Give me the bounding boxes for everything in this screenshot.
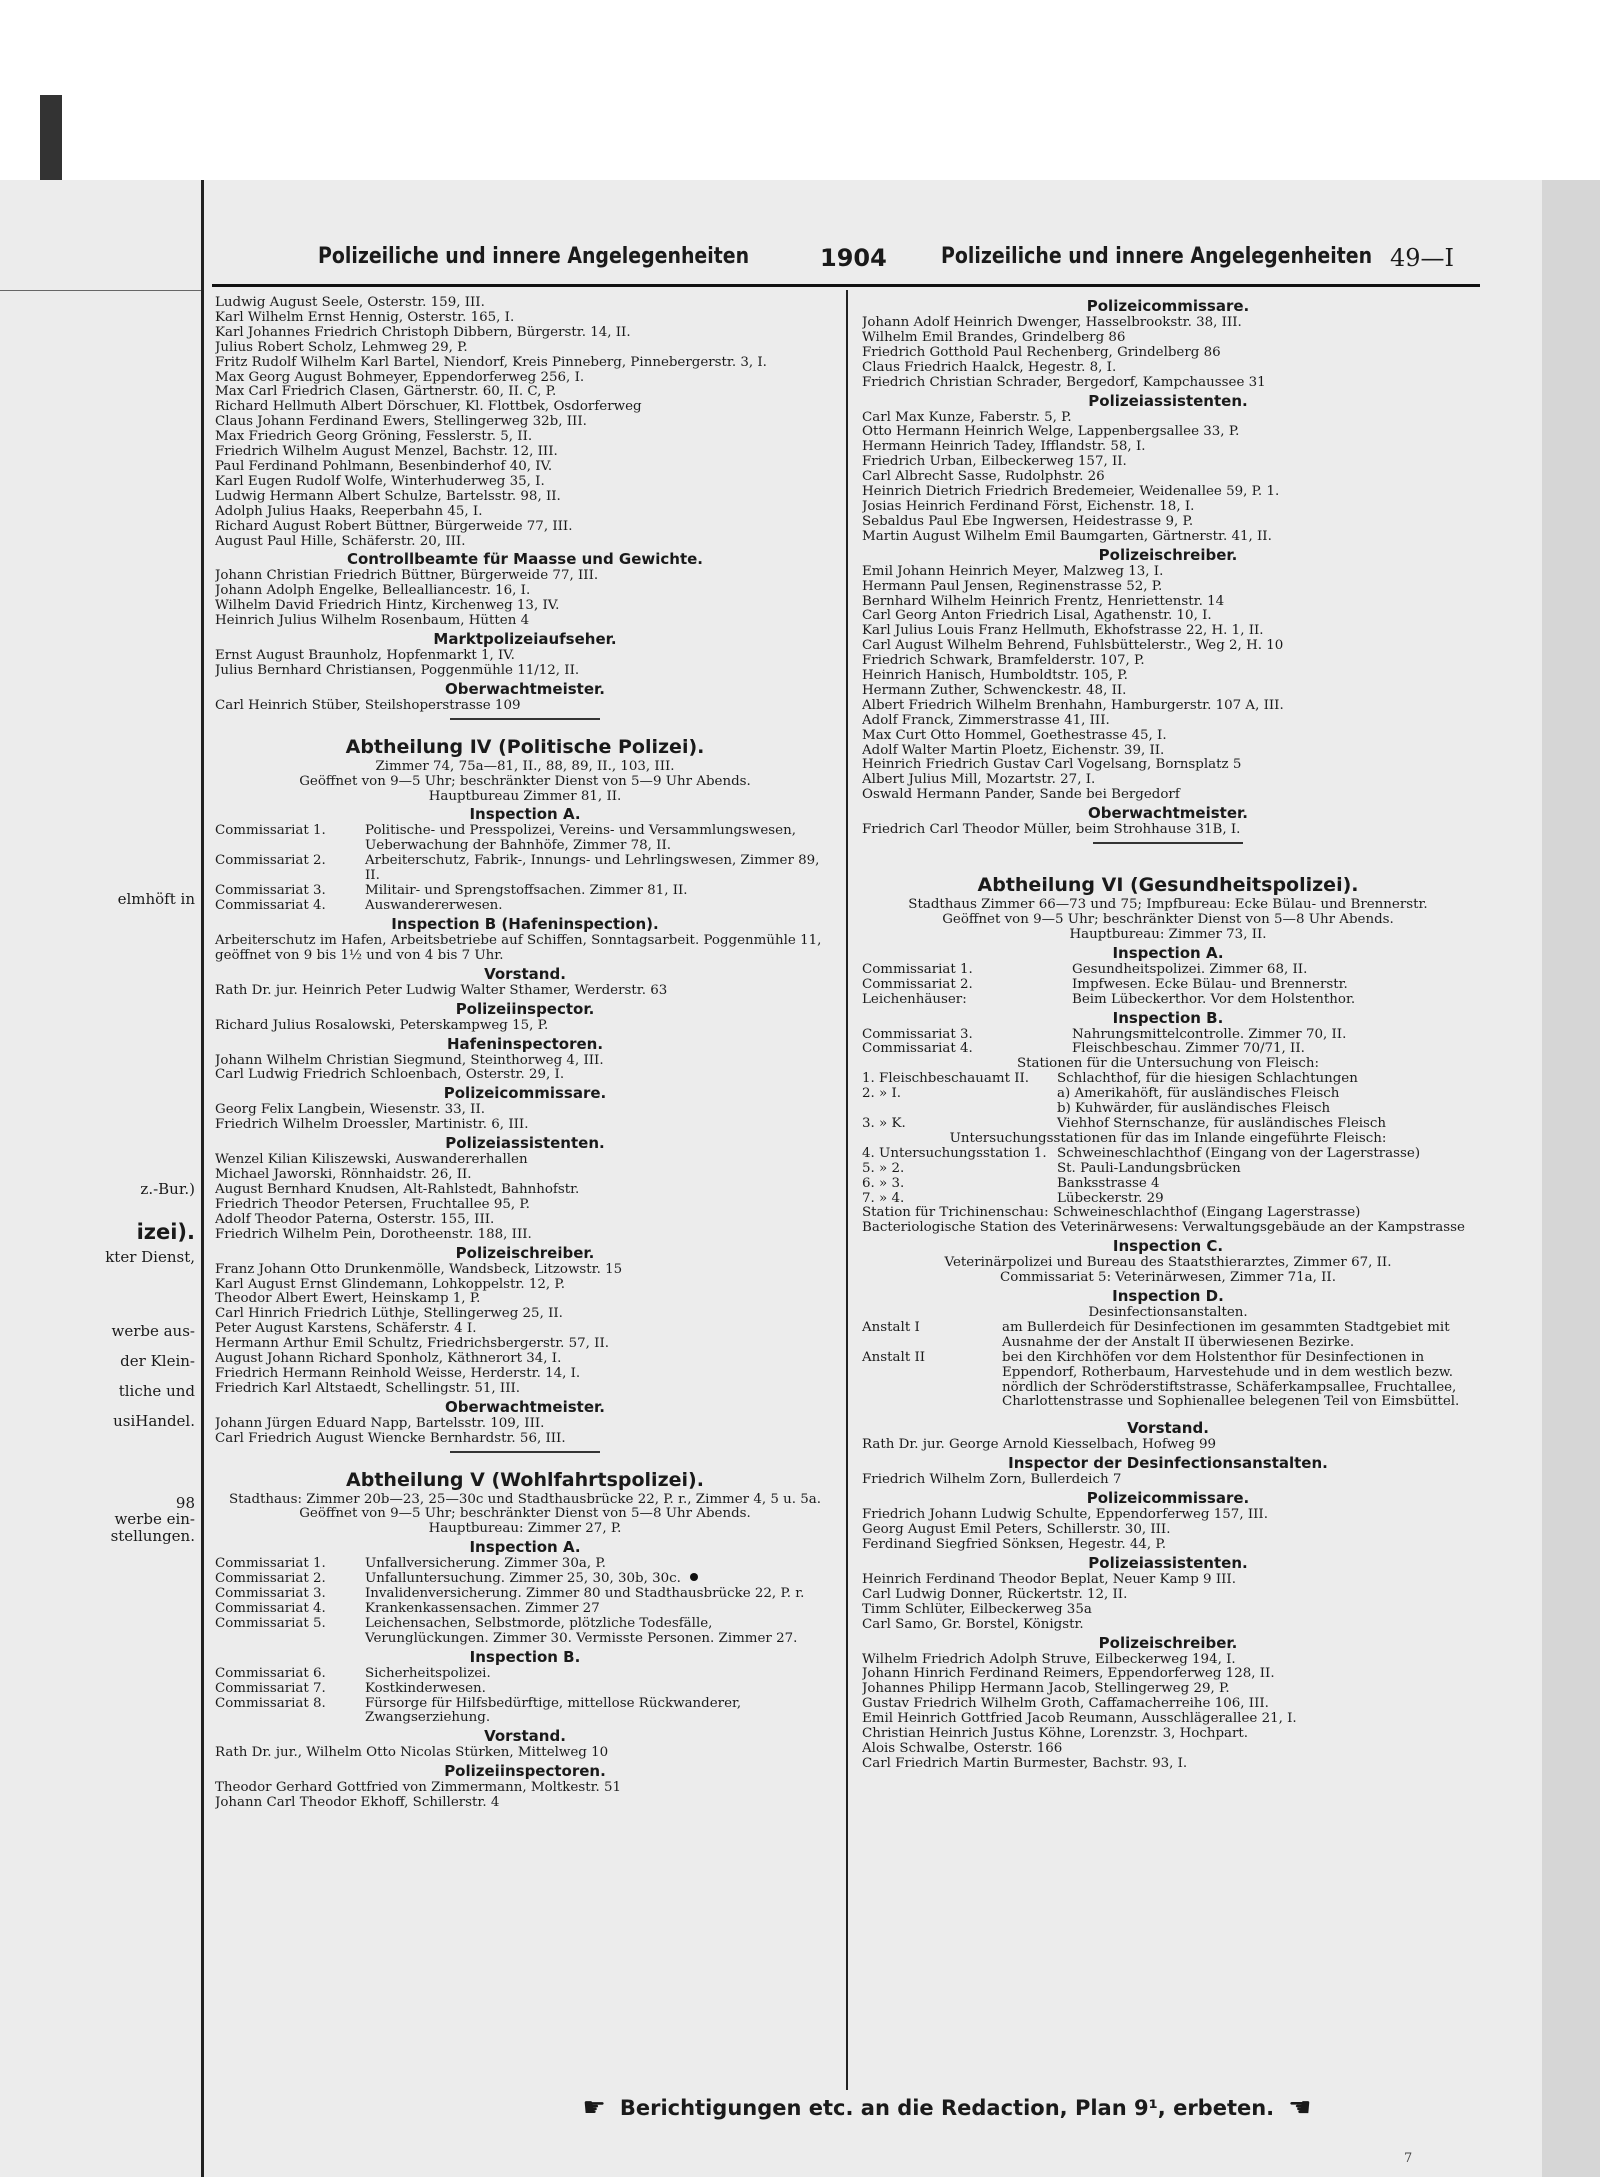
- footer-notice: [472, 2091, 1422, 2125]
- section-heading: Inspection C.: [1112, 1237, 1224, 1256]
- row-label: 3. » K.: [862, 1115, 906, 1131]
- officer-entry: Ernst August Braunholz, Hopfenmarkt 1, IV.: [215, 649, 515, 664]
- commissariat-row: [215, 884, 835, 899]
- row-text: Auswandererwesen.: [365, 898, 503, 913]
- officer-entry: Fritz Rudolf Wilhelm Karl Bartel, Niendorf, Kreis Pinneberg, Pinnebergerstr. 3, I.: [215, 355, 767, 370]
- section-heading: Vorstand.: [1127, 1419, 1209, 1438]
- commissariat-row: [862, 1028, 1474, 1043]
- row-label: Commissariat 1.: [215, 823, 326, 839]
- section-heading: Polizeischreiber.: [1098, 545, 1238, 564]
- officer-entry: Ferdinand Siegfried Sönksen, Hegestr. 44, P.: [862, 1538, 1166, 1552]
- header-rule: [212, 284, 1480, 287]
- row-text: Impfwesen. Ecke Bülau- und Brennerstr.: [1072, 976, 1348, 992]
- running-header: [300, 244, 1478, 280]
- row-label: Commissariat 4.: [215, 898, 326, 913]
- department-rooms: Zimmer 74, 75a—81, II., 88, 89, II., 103, III.: [375, 758, 675, 774]
- left-fragment-text: kter Dienst,: [105, 1248, 195, 1266]
- officer-entry: Peter August Karstens, Schäferstr. 4 I.: [215, 1322, 477, 1337]
- officer-entry: Claus Friedrich Haalck, Hegestr. 8, I.: [862, 360, 1117, 375]
- station-row: [862, 1162, 1474, 1177]
- row-label: Commissariat 2.: [215, 853, 326, 869]
- officer-entry: Carl Ludwig Donner, Rückertstr. 12, II.: [862, 1587, 1128, 1602]
- officer-entry: Otto Hermann Heinrich Welge, Lappenbergsallee 33, P.: [862, 425, 1240, 440]
- right-column: [862, 296, 1474, 1772]
- row-label: [862, 1102, 1057, 1117]
- header-left-title: Polizeiliche und innere Angelegenheiten: [318, 244, 750, 269]
- left-fragment-text: werbe ein-: [114, 1510, 195, 1528]
- left-page-fragment: [0, 180, 204, 2177]
- officer-entry: Johann Hinrich Ferdinand Reimers, Eppendorferweg 128, II.: [862, 1667, 1275, 1682]
- spacer: [862, 1410, 1474, 1418]
- commissariat-row: [862, 993, 1474, 1008]
- row-label: Commissariat 7.: [215, 1680, 326, 1696]
- officer-entry: Friedrich Gotthold Paul Rechenberg, Grindelberg 86: [862, 345, 1221, 360]
- officer-entry: Richard Julius Rosalowski, Peterskampweg 15, P.: [215, 1018, 549, 1033]
- page-right-edge: [1542, 180, 1600, 2177]
- officer-entry: Wilhelm Friedrich Adolph Struve, Eilbeckerweg 194, I.: [862, 1652, 1236, 1667]
- officer-entry: Oswald Hermann Pander, Sande bei Bergedorf: [862, 788, 1180, 803]
- inspection-line: Veterinärpolizei und Bureau des Staatsthierarztes, Zimmer 67, II.: [944, 1255, 1392, 1271]
- station-row: [862, 1087, 1474, 1102]
- row-label: Commissariat 5.: [215, 1615, 326, 1631]
- officer-entry: Carl Samo, Gr. Borstel, Königstr.: [862, 1617, 1084, 1632]
- officer-entry: Johann Jürgen Eduard Napp, Bartelsstr. 109, III.: [215, 1416, 545, 1431]
- officer-entry: Johann Adolf Heinrich Dwenger, Hasselbrookstr. 38, III.: [862, 316, 1242, 330]
- row-text: Militair- und Sprengstoffsachen. Zimmer 81, II.: [365, 883, 688, 899]
- officer-entry: Carl Max Kunze, Faberstr. 5, P.: [862, 410, 1072, 425]
- officer-entry: Ludwig Hermann Albert Schulze, Bartelsstr. 98, II.: [215, 489, 561, 504]
- station-row: [862, 1102, 1474, 1117]
- row-text: Beim Lübeckerthor. Vor dem Holstenthor.: [1072, 991, 1356, 1007]
- officer-entry: August Johann Richard Sponholz, Käthnerort 34, I.: [215, 1352, 562, 1367]
- officer-entry: Carl August Wilhelm Behrend, Fuhlsbüttelerstr., Weg 2, H. 10: [862, 639, 1284, 654]
- section-heading: Marktpolizeiaufseher.: [433, 630, 617, 649]
- section-heading: Polizeicommissare.: [443, 1084, 607, 1103]
- column-divider: [846, 290, 848, 2090]
- officer-entry: Carl Ludwig Friedrich Schloenbach, Osterstr. 29, I.: [215, 1068, 565, 1083]
- officer-entry: Rath Dr. jur. Heinrich Peter Ludwig Walter Sthamer, Werderstr. 63: [215, 983, 668, 998]
- commissariat-row: [215, 1682, 835, 1697]
- officer-entry: Carl Hinrich Friedrich Lüthje, Stellingerweg 25, II.: [215, 1307, 563, 1322]
- section-heading: Vorstand.: [484, 964, 566, 983]
- department-bureau: Hauptbureau Zimmer 81, II.: [428, 788, 622, 804]
- officer-entry: Martin August Wilhelm Emil Baumgarten, Gärtnerstr. 41, II.: [862, 529, 1272, 544]
- row-text: Lübeckerstr. 29: [1057, 1190, 1164, 1206]
- spacer: [862, 850, 1474, 858]
- officer-entry: Friedrich Carl Theodor Müller, beim Strohhause 31B, I.: [862, 823, 1241, 838]
- row-label: Commissariat 1.: [215, 1556, 326, 1572]
- row-text: Krankenkassensachen. Zimmer 27: [365, 1601, 600, 1616]
- inspection-text: Arbeiterschutz im Hafen, Arbeitsbetriebe auf Schiffen, Sonntagsarbeit. Poggenmühle 11, geöffnet von 9 bis 1½ und von 4 bis 7 Uhr.: [215, 932, 822, 963]
- row-label: Commissariat 3.: [215, 883, 326, 899]
- commissariat-row: [215, 1557, 835, 1572]
- department-hours: Geöffnet von 9—5 Uhr; beschränkter Dienst von 5—9 Uhr Abends.: [299, 773, 751, 789]
- officer-entry: Georg Felix Langbein, Wiesenstr. 33, II.: [215, 1103, 485, 1118]
- row-label: 4. Untersuchungsstation 1.: [862, 1145, 1047, 1161]
- commissariat-row: [215, 1572, 835, 1587]
- officer-entry: Richard August Robert Büttner, Bürgerweide 77, III.: [215, 519, 573, 534]
- page-mark: 7: [1404, 2151, 1413, 2166]
- station-text: Station für Trichinenschau: Schweineschlachthof (Eingang Lagerstrasse): [862, 1206, 1361, 1221]
- officer-entry: Georg August Emil Peters, Schillerstr. 30, III.: [862, 1523, 1171, 1538]
- department-hours: Geöffnet von 9—5 Uhr; beschränkter Dienst von 5—8 Uhr Abends.: [299, 1506, 751, 1522]
- left-fragment-text: 98: [175, 1494, 195, 1512]
- officer-entry: Friedrich Wilhelm August Menzel, Bachstr. 12, III.: [215, 445, 558, 460]
- row-label: 5. » 2.: [862, 1160, 905, 1176]
- officer-entry: Alois Schwalbe, Osterstr. 166: [862, 1741, 1063, 1756]
- commissariat-row: [215, 1587, 835, 1602]
- commissariat-row: [215, 854, 835, 884]
- officer-entry: Julius Robert Scholz, Lehmweg 29, P.: [215, 340, 468, 355]
- left-column: [215, 296, 835, 1811]
- row-text: Invalidenversicherung. Zimmer 80 und Stadthausbrücke 22, P. r.: [365, 1586, 805, 1602]
- row-text: am Bullerdeich für Desinfectionen im gesammten Stadtgebiet mit Ausnahme der der Anstalt II überwiesenen Bezirke.: [1002, 1319, 1450, 1350]
- ink-dot: [690, 1573, 698, 1581]
- officer-entry: Hermann Heinrich Tadey, Ifflandstr. 58, I.: [862, 440, 1146, 455]
- section-heading: Inspection D.: [1112, 1287, 1224, 1306]
- officer-entry: Heinrich Ferdinand Theodor Beplat, Neuer Kamp 9 III.: [862, 1572, 1236, 1587]
- section-heading: Polizeiinspectoren.: [444, 1762, 606, 1781]
- department-heading: Abtheilung IV (Politische Polizei).: [345, 735, 705, 758]
- row-label: Anstalt I: [862, 1319, 920, 1335]
- officer-entry: Rath Dr. jur. George Arnold Kiesselbach, Hofweg 99: [862, 1438, 1217, 1453]
- row-label: Commissariat 2.: [862, 976, 973, 992]
- officer-entry: Karl Eugen Rudolf Wolfe, Winterhuderweg 35, I.: [215, 474, 545, 489]
- officer-entry: Friedrich Wilhelm Droessler, Martinistr. 6, III.: [215, 1118, 529, 1133]
- commissariat-row: [215, 824, 835, 854]
- section-heading: Oberwachtmeister.: [445, 679, 605, 698]
- row-text: Nahrungsmittelcontrolle. Zimmer 70, II.: [1072, 1026, 1347, 1042]
- page-top-margin: [204, 95, 1600, 180]
- officer-entry: August Paul Hille, Schäferstr. 20, III.: [215, 534, 466, 549]
- department-hours: Geöffnet von 9—5 Uhr; beschränkter Dienst von 5—8 Uhr Abends.: [942, 912, 1394, 927]
- officer-entry: Hermann Arthur Emil Schultz, Friedrichsbergerstr. 57, II.: [215, 1337, 610, 1352]
- section-rule: [450, 718, 600, 720]
- department-heading: Abtheilung VI (Gesundheitspolizei).: [977, 874, 1359, 897]
- commissariat-row: [862, 963, 1474, 978]
- anstalt-row: [862, 1321, 1474, 1351]
- station-row: [862, 1177, 1474, 1192]
- station-text: Bacteriologische Station des Veterinärwesens: Verwaltungsgebäude an der Kampstrasse: [862, 1220, 1465, 1236]
- officer-entry: Karl August Ernst Glindemann, Lohkoppelstr. 12, P.: [215, 1277, 565, 1292]
- left-fragment-text: z.-Bur.): [140, 1180, 195, 1198]
- header-year: 1904: [820, 244, 887, 272]
- officer-entry: Max Carl Friedrich Clasen, Gärtnerstr. 60, II. C, P.: [215, 385, 557, 400]
- officer-entry: Adolf Theodor Paterna, Osterstr. 155, III.: [215, 1212, 495, 1227]
- row-label: Commissariat 2.: [215, 1571, 326, 1587]
- section-heading: Polizeischreiber.: [1098, 1633, 1238, 1652]
- department-bureau: Hauptbureau: Zimmer 73, II.: [1069, 926, 1267, 942]
- row-text: Schweineschlachthof (Eingang von der Lagerstrasse): [1057, 1145, 1421, 1161]
- officer-entry: Heinrich Julius Wilhelm Rosenbaum, Hütten 4: [215, 614, 530, 629]
- officer-entry: Johannes Philipp Hermann Jacob, Stellingerweg 29, P.: [862, 1682, 1230, 1697]
- row-text: bei den Kirchhöfen vor dem Holstenthor für Desinfectionen in Eppendorf, Rotherbaum, Harvestehude und in dem westlich bezw. nördlich der Schröderstiftstrasse, Schäferkampsallee, Fruchtallee, Charlottenstrasse und Sophienallee belegenen Teil von Eimsbüttel.: [1002, 1349, 1460, 1410]
- officer-entry: Timm Schlüter, Eilbeckerweg 35a: [862, 1602, 1092, 1617]
- officer-entry: Max Georg August Bohmeyer, Eppendorferweg 256, I.: [215, 370, 585, 385]
- officer-entry: Johann Wilhelm Christian Siegmund, Steinthorweg 4, III.: [215, 1053, 604, 1068]
- row-label: Commissariat 6.: [215, 1665, 326, 1681]
- section-heading: Polizeicommissare.: [1086, 1489, 1250, 1508]
- officer-entry: Carl Albrecht Sasse, Rudolphstr. 26: [862, 470, 1105, 485]
- commissariat-row: [215, 1617, 835, 1647]
- subsection-heading: Stationen für die Untersuchung von Fleisch:: [1016, 1056, 1320, 1072]
- station-row: [862, 1117, 1474, 1132]
- section-heading: Oberwachtmeister.: [1088, 804, 1248, 823]
- row-label: 7. » 4.: [862, 1190, 905, 1206]
- officer-entry: Paul Ferdinand Pohlmann, Besenbinderhof 40, IV.: [215, 459, 553, 474]
- officer-entry: Albert Julius Mill, Mozartstr. 27, I.: [862, 773, 1096, 788]
- subsection-heading: Desinfectionsanstalten.: [1088, 1305, 1248, 1321]
- department-heading: Abtheilung V (Wohlfahrtspolizei).: [346, 1468, 704, 1491]
- officer-entry: Heinrich Dietrich Friedrich Bredemeier, Weidenallee 59, P. 1.: [862, 485, 1280, 500]
- officer-entry: Christian Heinrich Justus Köhne, Lorenzstr. 3, Hochpart.: [862, 1727, 1249, 1742]
- row-label: Commissariat 4.: [862, 1041, 973, 1057]
- header-right-title: Polizeiliche und innere Angelegenheiten: [941, 244, 1373, 269]
- left-fragment-text: der Klein-: [120, 1352, 195, 1370]
- row-text: Unfallversicherung. Zimmer 30a, P.: [365, 1556, 606, 1572]
- section-heading: Inspection B.: [469, 1647, 581, 1666]
- department-rooms: Stadthaus: Zimmer 20b—23, 25—30c und Stadthausbrücke 22, P. r., Zimmer 4, 5 u. 5a.: [228, 1491, 822, 1507]
- commissariat-row: [215, 899, 835, 914]
- commissariat-row: [862, 1042, 1474, 1057]
- officer-entry: Friedrich Wilhelm Pein, Dorotheenstr. 188, III.: [215, 1227, 532, 1242]
- section-heading: Vorstand.: [484, 1727, 566, 1746]
- row-text: Fürsorge für Hilfsbedürftige, mittellose Rückwanderer, Zwangserziehung.: [365, 1695, 742, 1726]
- department-bureau: Hauptbureau: Zimmer 27, P.: [428, 1521, 622, 1537]
- officer-entry: Carl Heinrich Stüber, Steilshoperstrasse 109: [215, 698, 521, 713]
- row-text: Fleischbeschau. Zimmer 70/71, II.: [1072, 1041, 1305, 1057]
- officer-entry: Michael Jaworski, Rönnhaidstr. 26, II.: [215, 1168, 472, 1183]
- station-row: [862, 1072, 1474, 1087]
- left-fragment-text: elmhöft in: [117, 890, 195, 908]
- officer-entry: Ludwig August Seele, Osterstr. 159, III.: [215, 296, 485, 310]
- officer-entry: Adolf Walter Martin Ploetz, Eichenstr. 39, II.: [862, 743, 1165, 758]
- row-label: Commissariat 1.: [862, 961, 973, 977]
- row-text: a) Amerikahöft, für ausländisches Fleisch: [1057, 1086, 1340, 1102]
- officer-entry: Friedrich Johann Ludwig Schulte, Eppendorferweg 157, III.: [862, 1508, 1268, 1523]
- department-rooms: Stadthaus Zimmer 66—73 und 75; Impfbureau: Ecke Bülau- und Brennerstr.: [908, 897, 1428, 913]
- officer-entry: Claus Johann Ferdinand Ewers, Stellingerweg 32b, III.: [215, 415, 587, 430]
- left-fragment-text: stellungen.: [110, 1527, 195, 1545]
- officer-entry: Friedrich Karl Altstaedt, Schellingstr. 51, III.: [215, 1381, 521, 1396]
- row-text: Banksstrasse 4: [1057, 1175, 1160, 1191]
- officer-entry: Theodor Albert Ewert, Heinskamp 1, P.: [215, 1292, 481, 1307]
- officer-entry: Emil Johann Heinrich Meyer, Malzweg 13, I.: [862, 564, 1164, 579]
- row-text: Politische- und Presspolizei, Vereins- und Versammlungswesen, Ueberwachung der Bahnhöfe, Zimmer 78, II.: [365, 823, 796, 854]
- officer-entry: Friedrich Christian Schrader, Bergedorf, Kampchaussee 31: [862, 375, 1266, 390]
- commissariat-row: [215, 1667, 835, 1682]
- left-page-rule: [0, 290, 201, 291]
- officer-entry: Adolph Julius Haaks, Reeperbahn 45, I.: [215, 504, 483, 519]
- left-fragment-text: tliche und: [118, 1382, 195, 1400]
- officer-entry: Wenzel Kilian Kiliszewski, Auswandererhallen: [215, 1153, 528, 1168]
- row-label: 6. » 3.: [862, 1175, 905, 1191]
- officer-entry: Josias Heinrich Ferdinand Först, Eichenstr. 18, I.: [862, 499, 1195, 514]
- officer-entry: Friedrich Urban, Eilbeckerweg 157, II.: [862, 455, 1127, 470]
- section-rule: [1093, 842, 1243, 844]
- row-label: 2. » I.: [862, 1086, 902, 1102]
- row-text: Leichensachen, Selbstmorde, plötzliche Todesfälle, Verunglückungen. Zimmer 30. Vermisste Personen. Zimmer 27.: [365, 1615, 798, 1646]
- row-label: Anstalt II: [862, 1349, 926, 1365]
- section-heading: Polizeiinspector.: [455, 999, 595, 1018]
- row-text: Schlachthof, für die hiesigen Schlachtungen: [1057, 1071, 1358, 1087]
- commissariat-row: [215, 1697, 835, 1727]
- officer-entry: Franz Johann Otto Drunkenmölle, Wandsbeck, Litzowstr. 15: [215, 1262, 623, 1277]
- section-heading: Inspection A.: [469, 1538, 581, 1557]
- station-row: [862, 1147, 1474, 1162]
- officer-entry: Adolf Franck, Zimmerstrasse 41, III.: [862, 713, 1110, 728]
- section-heading: Polizeicommissare.: [1086, 297, 1250, 315]
- row-label: Commissariat 3.: [215, 1586, 326, 1602]
- officer-entry: Heinrich Hanisch, Humboldtstr. 105, P.: [862, 669, 1128, 684]
- officer-entry: Johann Christian Friedrich Büttner, Bürgerweide 77, III.: [215, 569, 599, 584]
- left-fragment-heading: izei).: [136, 1220, 195, 1244]
- inspection-line: Commissariat 5: Veterinärwesen, Zimmer 71a, II.: [1000, 1270, 1336, 1286]
- officer-entry: Albert Friedrich Wilhelm Brenhahn, Hamburgerstr. 107 A, III.: [862, 698, 1284, 713]
- row-label: Commissariat 4.: [215, 1601, 326, 1616]
- officer-entry: Johann Adolph Engelke, Bellealliancestr. 16, I.: [215, 584, 531, 599]
- left-fragment-text: usiHandel.: [113, 1412, 195, 1430]
- officer-entry: Max Curt Otto Hommel, Goethestrasse 45, I.: [862, 728, 1167, 743]
- officer-entry: Carl Friedrich August Wiencke Bernhardstr. 56, III.: [215, 1431, 566, 1446]
- section-heading: Inspector der Desinfectionsanstalten.: [1008, 1454, 1328, 1473]
- row-text: Kostkinderwesen.: [365, 1680, 486, 1696]
- row-text: Viehhof Sternschanze, für ausländisches Fleisch: [1057, 1115, 1387, 1131]
- officer-entry: Hermann Paul Jensen, Reginenstrasse 52, P.: [862, 579, 1163, 594]
- officer-entry: Carl Georg Anton Friedrich Lisal, Agathenstr. 10, I.: [862, 609, 1212, 624]
- section-heading: Polizeiassistenten.: [445, 1134, 605, 1153]
- officer-entry: Wilhelm David Friedrich Hintz, Kirchenweg 13, IV.: [215, 599, 560, 614]
- section-heading: Oberwachtmeister.: [445, 1397, 605, 1416]
- header-page-number: 49—I: [1390, 244, 1455, 272]
- row-label: Leichenhäuser:: [862, 991, 967, 1007]
- row-text: Unfalluntersuchung. Zimmer 25, 30, 30b, 30c.: [365, 1571, 681, 1587]
- section-heading: Inspection A.: [469, 805, 581, 824]
- station-row: [862, 1192, 1474, 1207]
- officer-entry: Sebaldus Paul Ebe Ingwersen, Heidestrasse 9, P.: [862, 514, 1194, 529]
- officer-entry: Heinrich Friedrich Gustav Carl Vogelsang, Bornsplatz 5: [862, 758, 1242, 773]
- officer-entry: August Bernhard Knudsen, Alt-Rahlstedt, Bahnhofstr.: [215, 1182, 580, 1197]
- officer-entry: Rath Dr. jur., Wilhelm Otto Nicolas Stürken, Mittelweg 10: [215, 1746, 609, 1761]
- section-heading: Controllbeamte für Maasse und Gewichte.: [346, 550, 704, 569]
- officer-entry: Carl Friedrich Martin Burmester, Bachstr. 93, I.: [862, 1756, 1188, 1771]
- officer-entry: Gustav Friedrich Wilhelm Groth, Caffamacherreihe 106, III.: [862, 1697, 1269, 1712]
- row-label: Commissariat 8.: [215, 1695, 326, 1711]
- row-label: 1. Fleischbeschauamt II.: [862, 1071, 1030, 1087]
- commissariat-row: [862, 978, 1474, 993]
- officer-entry: Max Friedrich Georg Gröning, Fesslerstr. 5, II.: [215, 430, 533, 445]
- footer-text: Berichtigungen etc. an die Redaction, Plan 9¹, erbeten.: [619, 2096, 1275, 2120]
- anstalt-row: [862, 1351, 1474, 1411]
- officer-entry: Emil Heinrich Gottfried Jacob Reumann, Ausschlägerallee 21, I.: [862, 1712, 1297, 1727]
- officer-entry: Richard Hellmuth Albert Dörschuer, Kl. Flottbek, Osdorferweg: [215, 400, 642, 415]
- section-heading: Polizeischreiber.: [455, 1243, 595, 1262]
- section-heading: Inspection A.: [1112, 943, 1224, 962]
- officer-entry: Johann Carl Theodor Ekhoff, Schillerstr. 4: [215, 1796, 500, 1811]
- row-text: St. Pauli-Landungsbrücken: [1057, 1160, 1241, 1176]
- officer-entry: Hermann Zuther, Schwenckestr. 48, II.: [862, 683, 1127, 698]
- officer-entry: Friedrich Schwark, Bramfelderstr. 107, P.: [862, 654, 1145, 669]
- officer-entry: Bernhard Wilhelm Heinrich Frentz, Henriettenstr. 14: [862, 594, 1225, 609]
- section-heading: Hafeninspectoren.: [446, 1034, 604, 1053]
- officer-entry: Karl Wilhelm Ernst Hennig, Osterstr. 165, I.: [215, 310, 515, 325]
- row-text: Sicherheitspolizei.: [365, 1665, 491, 1681]
- section-heading: Polizeiassistenten.: [1088, 391, 1248, 410]
- officer-entry: Friedrich Hermann Reinhold Weisse, Herderstr. 14, I.: [215, 1366, 581, 1381]
- officer-entry: Friedrich Theodor Petersen, Fruchtallee 95, P.: [215, 1197, 530, 1212]
- officer-entry: Wilhelm Emil Brandes, Grindelberg 86: [862, 330, 1126, 345]
- row-label: Commissariat 3.: [862, 1026, 973, 1042]
- section-heading: Polizeiassistenten.: [1088, 1553, 1248, 1572]
- pointing-hand-left-icon: ☛: [582, 2093, 606, 2123]
- commissariat-row: [215, 1602, 835, 1617]
- section-heading: Inspection B (Hafeninspection).: [391, 914, 659, 933]
- left-fragment-text: werbe aus-: [111, 1322, 195, 1340]
- officer-entry: Julius Bernhard Christiansen, Poggenmühle 11/12, II.: [215, 663, 580, 678]
- officer-entry: Friedrich Wilhelm Zorn, Bullerdeich 7: [862, 1473, 1122, 1488]
- officer-entry: Karl Johannes Friedrich Christoph Dibbern, Bürgerstr. 14, II.: [215, 325, 631, 340]
- subsection-heading: Untersuchungsstationen für das im Inlande eingeführte Fleisch:: [949, 1130, 1387, 1146]
- officer-entry: Karl Julius Louis Franz Hellmuth, Ekhofstrasse 22, H. 1, II.: [862, 624, 1264, 639]
- row-text: Gesundheitspolizei. Zimmer 68, II.: [1072, 961, 1308, 977]
- row-text: Arbeiterschutz, Fabrik-, Innungs- und Lehrlingswesen, Zimmer 89, II.: [365, 853, 820, 884]
- officer-entry: Theodor Gerhard Gottfried von Zimmermann, Moltkestr. 51: [215, 1781, 622, 1796]
- section-heading: Inspection B.: [1112, 1008, 1224, 1027]
- section-rule: [450, 1451, 600, 1453]
- pointing-hand-right-icon: ☚: [1288, 2093, 1312, 2123]
- row-text: b) Kuhwärder, für ausländisches Fleisch: [1057, 1101, 1331, 1117]
